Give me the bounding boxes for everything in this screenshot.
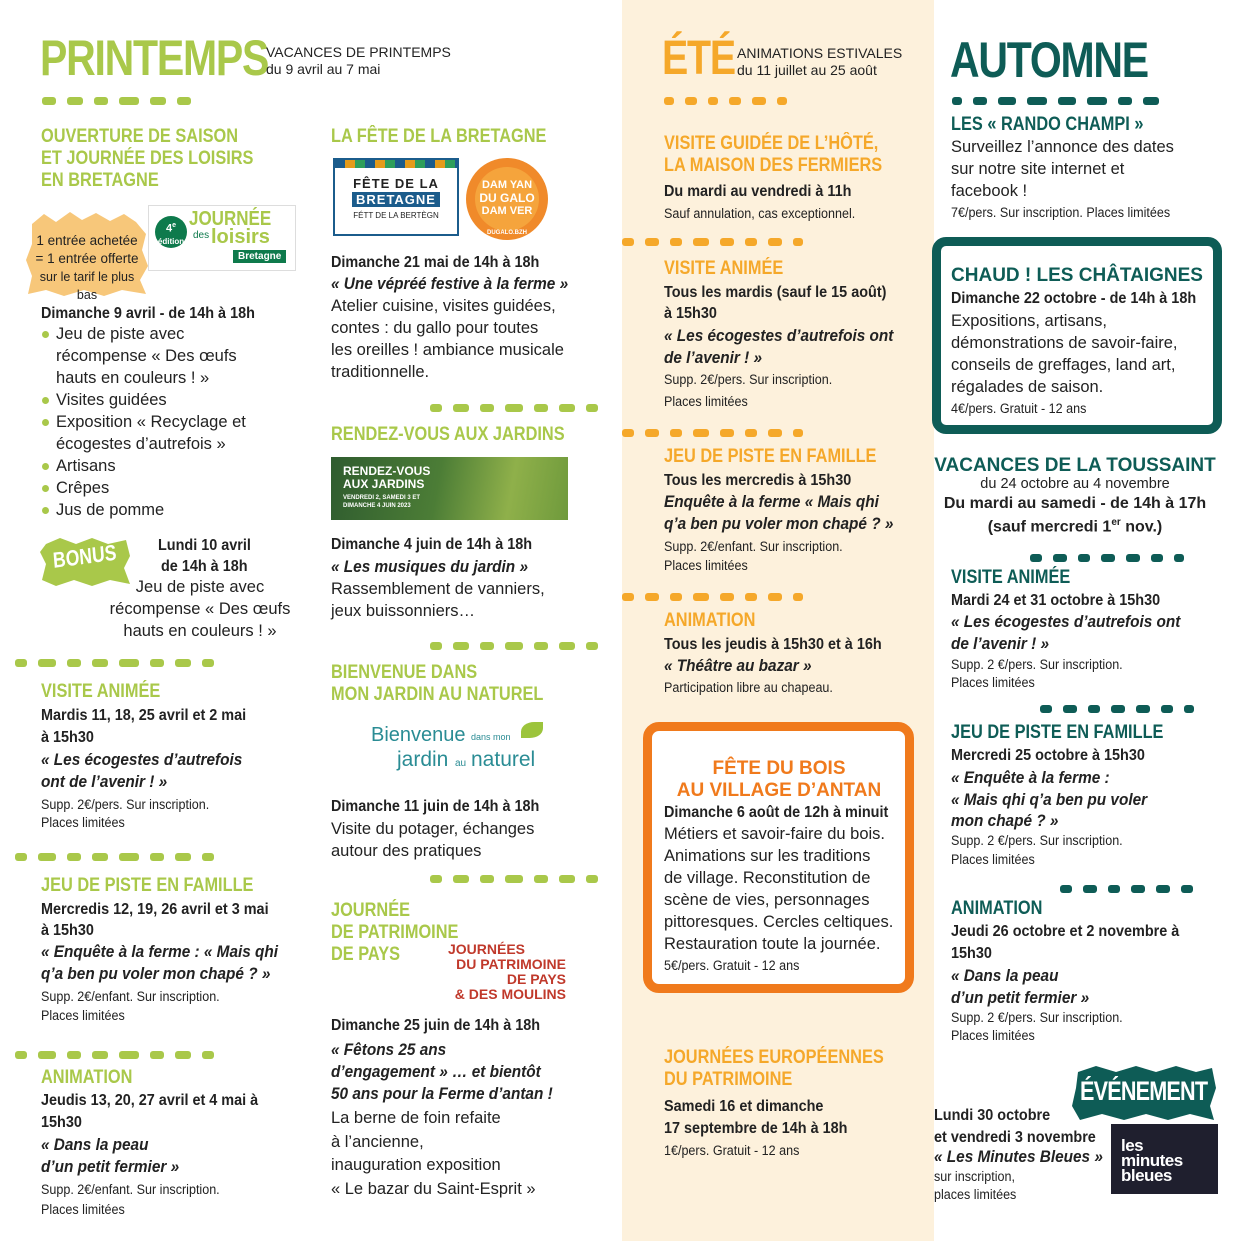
bois-date: Dimanche 6 août de 12h à minuit [664,804,889,821]
p-visite-note-l1: Supp. 2€/pers. Sur inscription. [41,797,210,812]
dotted-divider [42,92,202,101]
dotted-divider [1060,880,1204,889]
bonus-date-l2: de 14h à 18h [161,558,248,575]
bois-title-l1: FÊTE DU BOIS [712,758,846,779]
automne-title: AUTOMNE [950,32,1148,88]
europe-note: 1€/pers. Gratuit - 12 ans [664,1143,800,1158]
offer-badge [28,232,146,304]
toussaint-dates: du 24 octobre au 4 novembre [980,476,1170,492]
rando-note: 7€/pers. Sur inscription. Places limitées [951,205,1171,220]
evenement-quote: « Les Minutes Bleues » [934,1148,1103,1166]
evenement-note-l2: places limitées [934,1187,1017,1202]
a-jeu-note-l2: Places limitées [951,852,1035,867]
a-jeu-quote-l3: mon chapé ? » [951,812,1059,830]
toussaint-except: (sauf mercredi 1er nov.) [987,517,1163,536]
ete-animation-title: ANIMATION [664,610,756,631]
a-visite-date: Mardi 24 et 31 octobre à 15h30 [951,592,1161,609]
a-animation-quote-l1: « Dans la peau [951,967,1059,985]
bois-note: 5€/pers. Gratuit - 12 ans [664,958,800,973]
patrimoine-quote-l1: « Fêtons 25 ans [331,1041,447,1059]
p-animation-quote-l1: « Dans la peau [41,1136,149,1154]
jardins-text: Rassemblement de vanniers, jeux buissonniers… [331,580,545,620]
dotted-divider [430,637,609,646]
patrimoine-date: Dimanche 25 juin de 14h à 18h [331,1017,541,1034]
europe-date-l2: 17 septembre de 14h à 18h [664,1120,848,1137]
a-animation-note-l1: Supp. 2 €/pers. Sur inscription. [951,1010,1123,1025]
ete-jeu-note-l1: Supp. 2€/enfant. Sur inscription. [664,539,843,554]
offer-badge-l2: = 1 entrée offerte [35,251,139,266]
ouverture-title-l3: EN BRETAGNE [41,170,159,191]
toussaint-title: VACANCES DE LA TOUSSAINT [934,455,1216,476]
patrimoine-quote-l2: d’engagement » … et bientôt [331,1063,541,1081]
a-visite-quote-l1: « Les écogestes d’autrefois ont [951,613,1181,631]
minutes-bleues-logo: les minutes bleues [1111,1124,1218,1194]
a-jeu-date: Mercredi 25 octobre à 15h30 [951,747,1145,764]
bienvenue-title-l1: BIENVENUE DANS [331,662,478,683]
bretagne-date: Dimanche 21 mai de 14h à 18h [331,254,540,271]
ete-jeu-quote-l1: Enquête à la ferme « Mais qhi [664,493,879,511]
a-animation-note-l2: Places limitées [951,1028,1035,1043]
p-jeu-date-l2: à 15h30 [41,922,94,939]
bonus-text: Jeu de piste avec récompense « Des œufs hauts en couleurs ! » [109,578,291,640]
offer-badge-l1: 1 entrée achetée [36,233,138,248]
logo-region: Bretagne [233,250,286,263]
p-visite-quote-l2: ont de l’avenir ! » [41,773,168,791]
bretagne-quote: « Une vépréé festive à la ferme » [331,275,569,293]
a-animation-quote-l2: d’un petit fermier » [951,989,1090,1007]
p-animation-date-l1: Jeudis 13, 20, 27 avril et 4 mai à [41,1092,259,1109]
jardins-date: Dimanche 4 juin de 14h à 18h [331,536,533,553]
dotted-divider [622,424,814,433]
ete-jeu-title: JEU DE PISTE EN FAMILLE [664,446,877,467]
rando-text: Surveillez l’annonce des dates sur notre site internet et facebook ! [951,138,1174,200]
ete-visite-guidee-title-l1: VISITE GUIDÉE DE L’HÔTÉ, [664,133,879,154]
bretagne-text: Atelier cuisine, visites guidées, contes : du gallo pour toutes les oreilles ! ambiance musicale traditionnelle. [331,297,564,381]
p-visite-note-l2: Places limitées [41,815,125,830]
bretagne-title: LA FÊTE DE LA BRETAGNE [331,126,547,147]
ete-jeu-quote-l2: q’a ben pu voler mon chapé ? » [664,515,894,533]
bienvenue-text: Visite du potager, échanges autour des pratiques [331,820,535,860]
a-animation-date-l2: 15h30 [951,945,992,962]
dotted-divider [622,588,814,597]
vacances-printemps-title: VACANCES DE PRINTEMPS [266,44,451,60]
a-jeu-note-l1: Supp. 2 €/pers. Sur inscription. [951,833,1123,848]
p-animation-date-l2: 15h30 [41,1114,82,1131]
ouverture-items [41,323,291,521]
a-jeu-quote-l1: « Enquête à la ferme : [951,769,1110,787]
p-jeu-note-l2: Places limitées [41,1008,125,1023]
ouverture-item: Artisans [41,455,291,477]
europe-title-l1: JOURNÉES EUROPÉENNES [664,1047,884,1068]
logo-loisirs: loisirs [211,226,270,248]
ouverture-item: Visites guidées [41,389,291,411]
dotted-divider [664,92,798,101]
leaf-icon [521,722,543,738]
dotted-divider [1030,549,1195,558]
ete-jeu-note-l2: Places limitées [664,558,748,573]
ete-animation-quote: « Théâtre au bazar » [664,657,812,675]
jardin-naturel-logo: Bienvenue dans mon jardin au naturel [371,722,551,778]
patrimoine-title-l2: DE PATRIMOINE [331,922,459,943]
ouverture-item: Jeu de piste avec récompense « Des œufs hauts en couleurs ! » [41,323,291,389]
p-visite-date-l1: Mardis 11, 18, 25 avril et 2 mai [41,707,247,724]
p-animation-quote-l2: d’un petit fermier » [41,1158,180,1176]
ouverture-title-l1: OUVERTURE DE SAISON [41,126,239,147]
patrimoine-text: La berne de foin refaite à l’ancienne, inauguration exposition « Le bazar du Saint-Esprit » [331,1109,536,1198]
offer-badge-l3: sur le tarif le plus bas [39,270,135,302]
p-visite-date-l2: à 15h30 [41,729,94,746]
p-jeu-date-l1: Mercredis 12, 19, 26 avril et 3 mai [41,901,269,918]
dotted-divider [15,1046,225,1055]
ete-visite-guidee-title-l2: LA MAISON DES FERMIERS [664,155,883,176]
dotted-divider [622,233,814,242]
chataignes-note: 4€/pers. Gratuit - 12 ans [951,401,1087,416]
printemps-title: PRINTEMPS [40,30,269,86]
ouverture-title-l2: ET JOURNÉE DES LOISIRS [41,148,254,169]
a-visite-quote-l2: de l’avenir ! » [951,635,1050,653]
logo-pattern [335,160,457,168]
jardins-title: RENDEZ-VOUS AUX JARDINS [331,424,565,445]
europe-date-l1: Samedi 16 et dimanche [664,1098,824,1115]
dotted-divider [15,654,225,663]
dotted-divider [430,870,609,879]
a-visite-note-l2: Places limitées [951,675,1035,690]
ete-anim-dates: du 11 juillet au 25 août [737,62,877,78]
bienvenue-title-l2: MON JARDIN AU NATUREL [331,684,544,705]
vacances-printemps-dates: du 9 avril au 7 mai [266,61,381,77]
ouverture-date: Dimanche 9 avril - de 14h à 18h [41,305,255,322]
a-visite-note-l1: Supp. 2 €/pers. Sur inscription. [951,657,1123,672]
ouverture-item: Jus de pomme [41,499,291,521]
dam-yan-logo: DAM YAN DU GALO DAM VER DUGALO.BZH [466,158,548,240]
journee-loisirs-logo [148,205,296,271]
rando-title: LES « RANDO CHAMPI » [951,114,1144,135]
edition-badge: 4e édition [155,216,187,248]
p-jeu-quote-l1: « Enquête à la ferme : « Mais qhi [41,943,279,961]
ete-visite-animee-quote-l1: « Les écogestes d’autrefois ont [664,327,894,345]
p-animation-note-l1: Supp. 2€/enfant. Sur inscription. [41,1182,220,1197]
ete-title: ÉTÉ [662,32,735,85]
patrimoine-pays-logo: JOURNÉES DU PATRIMOINE DE PAYS & DES MOULINS [448,941,566,1002]
ouverture-item: Crêpes [41,477,291,499]
fete-bretagne-logo: FÊTE DE LA BRETAGNE FÉTT DE LA BERTÈGN [333,158,459,236]
bonus-date-l1: Lundi 10 avril [158,537,251,554]
p-animation-note-l2: Places limitées [41,1202,125,1217]
ete-animation-date: Tous les jeudis à 15h30 et à 16h [664,636,882,653]
chataignes-date: Dimanche 22 octobre - de 14h à 18h [951,290,1197,307]
dotted-divider [952,92,1170,101]
ouverture-item: Exposition « Recyclage et écogestes d’autrefois » [41,411,291,455]
p-jeu-quote-l2: q’a ben pu voler mon chapé ? » [41,965,271,983]
ete-visite-animee-date-l2: à 15h30 [664,305,717,322]
ete-animation-note: Participation libre au chapeau. [664,680,833,695]
bienvenue-date: Dimanche 11 juin de 14h à 18h [331,798,540,815]
chataignes-title: CHAUD ! LES CHÂTAIGNES [951,265,1203,286]
ete-jeu-date: Tous les mercredis à 15h30 [664,472,852,489]
p-animation-title: ANIMATION [41,1067,133,1088]
a-visite-title: VISITE ANIMÉE [951,567,1071,588]
evenement-date-l2: et vendredi 3 novembre [934,1129,1096,1146]
dotted-divider [430,399,609,408]
bois-text: Métiers et savoir-faire du bois. Animations sur les traditions de village. Reconstitution de scène de vies, personnages pittoresques. Cercles celtiques. Restauration toute la journée. [664,825,894,953]
p-jeu-note-l1: Supp. 2€/enfant. Sur inscription. [41,989,220,1004]
a-jeu-title: JEU DE PISTE EN FAMILLE [951,722,1164,743]
a-jeu-quote-l2: « Mais qhi q’a ben pu voler [951,791,1148,809]
ete-visite-animee-note-l2: Places limitées [664,394,748,409]
evenement-date-l1: Lundi 30 octobre [934,1107,1051,1124]
dotted-divider [15,848,225,857]
ete-visite-animee-quote-l2: de l’avenir ! » [664,349,763,367]
logo-journee: JOURNÉE [189,208,272,230]
ete-visite-animee-date-l1: Tous les mardis (sauf le 15 août) [664,284,887,301]
evenement-badge: ÉVÉNEMENT [1080,1076,1208,1106]
ete-visite-animee-title: VISITE ANIMÉE [664,258,784,279]
logo-des: des [193,230,210,241]
p-jeu-title: JEU DE PISTE EN FAMILLE [41,875,254,896]
ete-visite-guidee-date: Du mardi au vendredi à 11h [664,183,852,200]
p-visite-title: VISITE ANIMÉE [41,681,161,702]
europe-title-l2: DU PATRIMOINE [664,1069,793,1090]
bois-title-l2: AU VILLAGE D’ANTAN [676,780,882,801]
evenement-note-l1: sur inscription, [934,1169,1015,1184]
ete-visite-guidee-note: Sauf annulation, cas exceptionnel. [664,206,856,221]
patrimoine-title-l3: DE PAYS [331,944,401,965]
bonus-badge: BONUS [52,539,118,573]
dotted-divider [1040,700,1205,709]
rendez-vous-jardins-banner: RENDEZ-VOUS AUX JARDINS VENDREDI 2, SAMEDI 3 ET DIMANCHE 4 JUIN 2023 [331,457,568,520]
patrimoine-title-l1: JOURNÉE [331,900,410,921]
jardins-quote: « Les musiques du jardin » [331,558,528,576]
patrimoine-quote-l3: 50 ans pour la Ferme d’antan ! [331,1085,553,1103]
a-animation-title: ANIMATION [951,898,1043,919]
p-visite-quote-l1: « Les écogestes d’autrefois [41,751,243,769]
ete-visite-animee-note-l1: Supp. 2€/pers. Sur inscription. [664,372,833,387]
toussaint-hours: Du mardi au samedi - de 14h à 17h [943,495,1207,512]
a-animation-date-l1: Jeudi 26 octobre et 2 novembre à [951,923,1180,940]
chataignes-text: Expositions, artisans, démonstrations de savoir-faire, conseils de greffages, land art, régalades de saison. [951,312,1178,396]
ete-anim-title: ANIMATIONS ESTIVALES [737,45,903,61]
